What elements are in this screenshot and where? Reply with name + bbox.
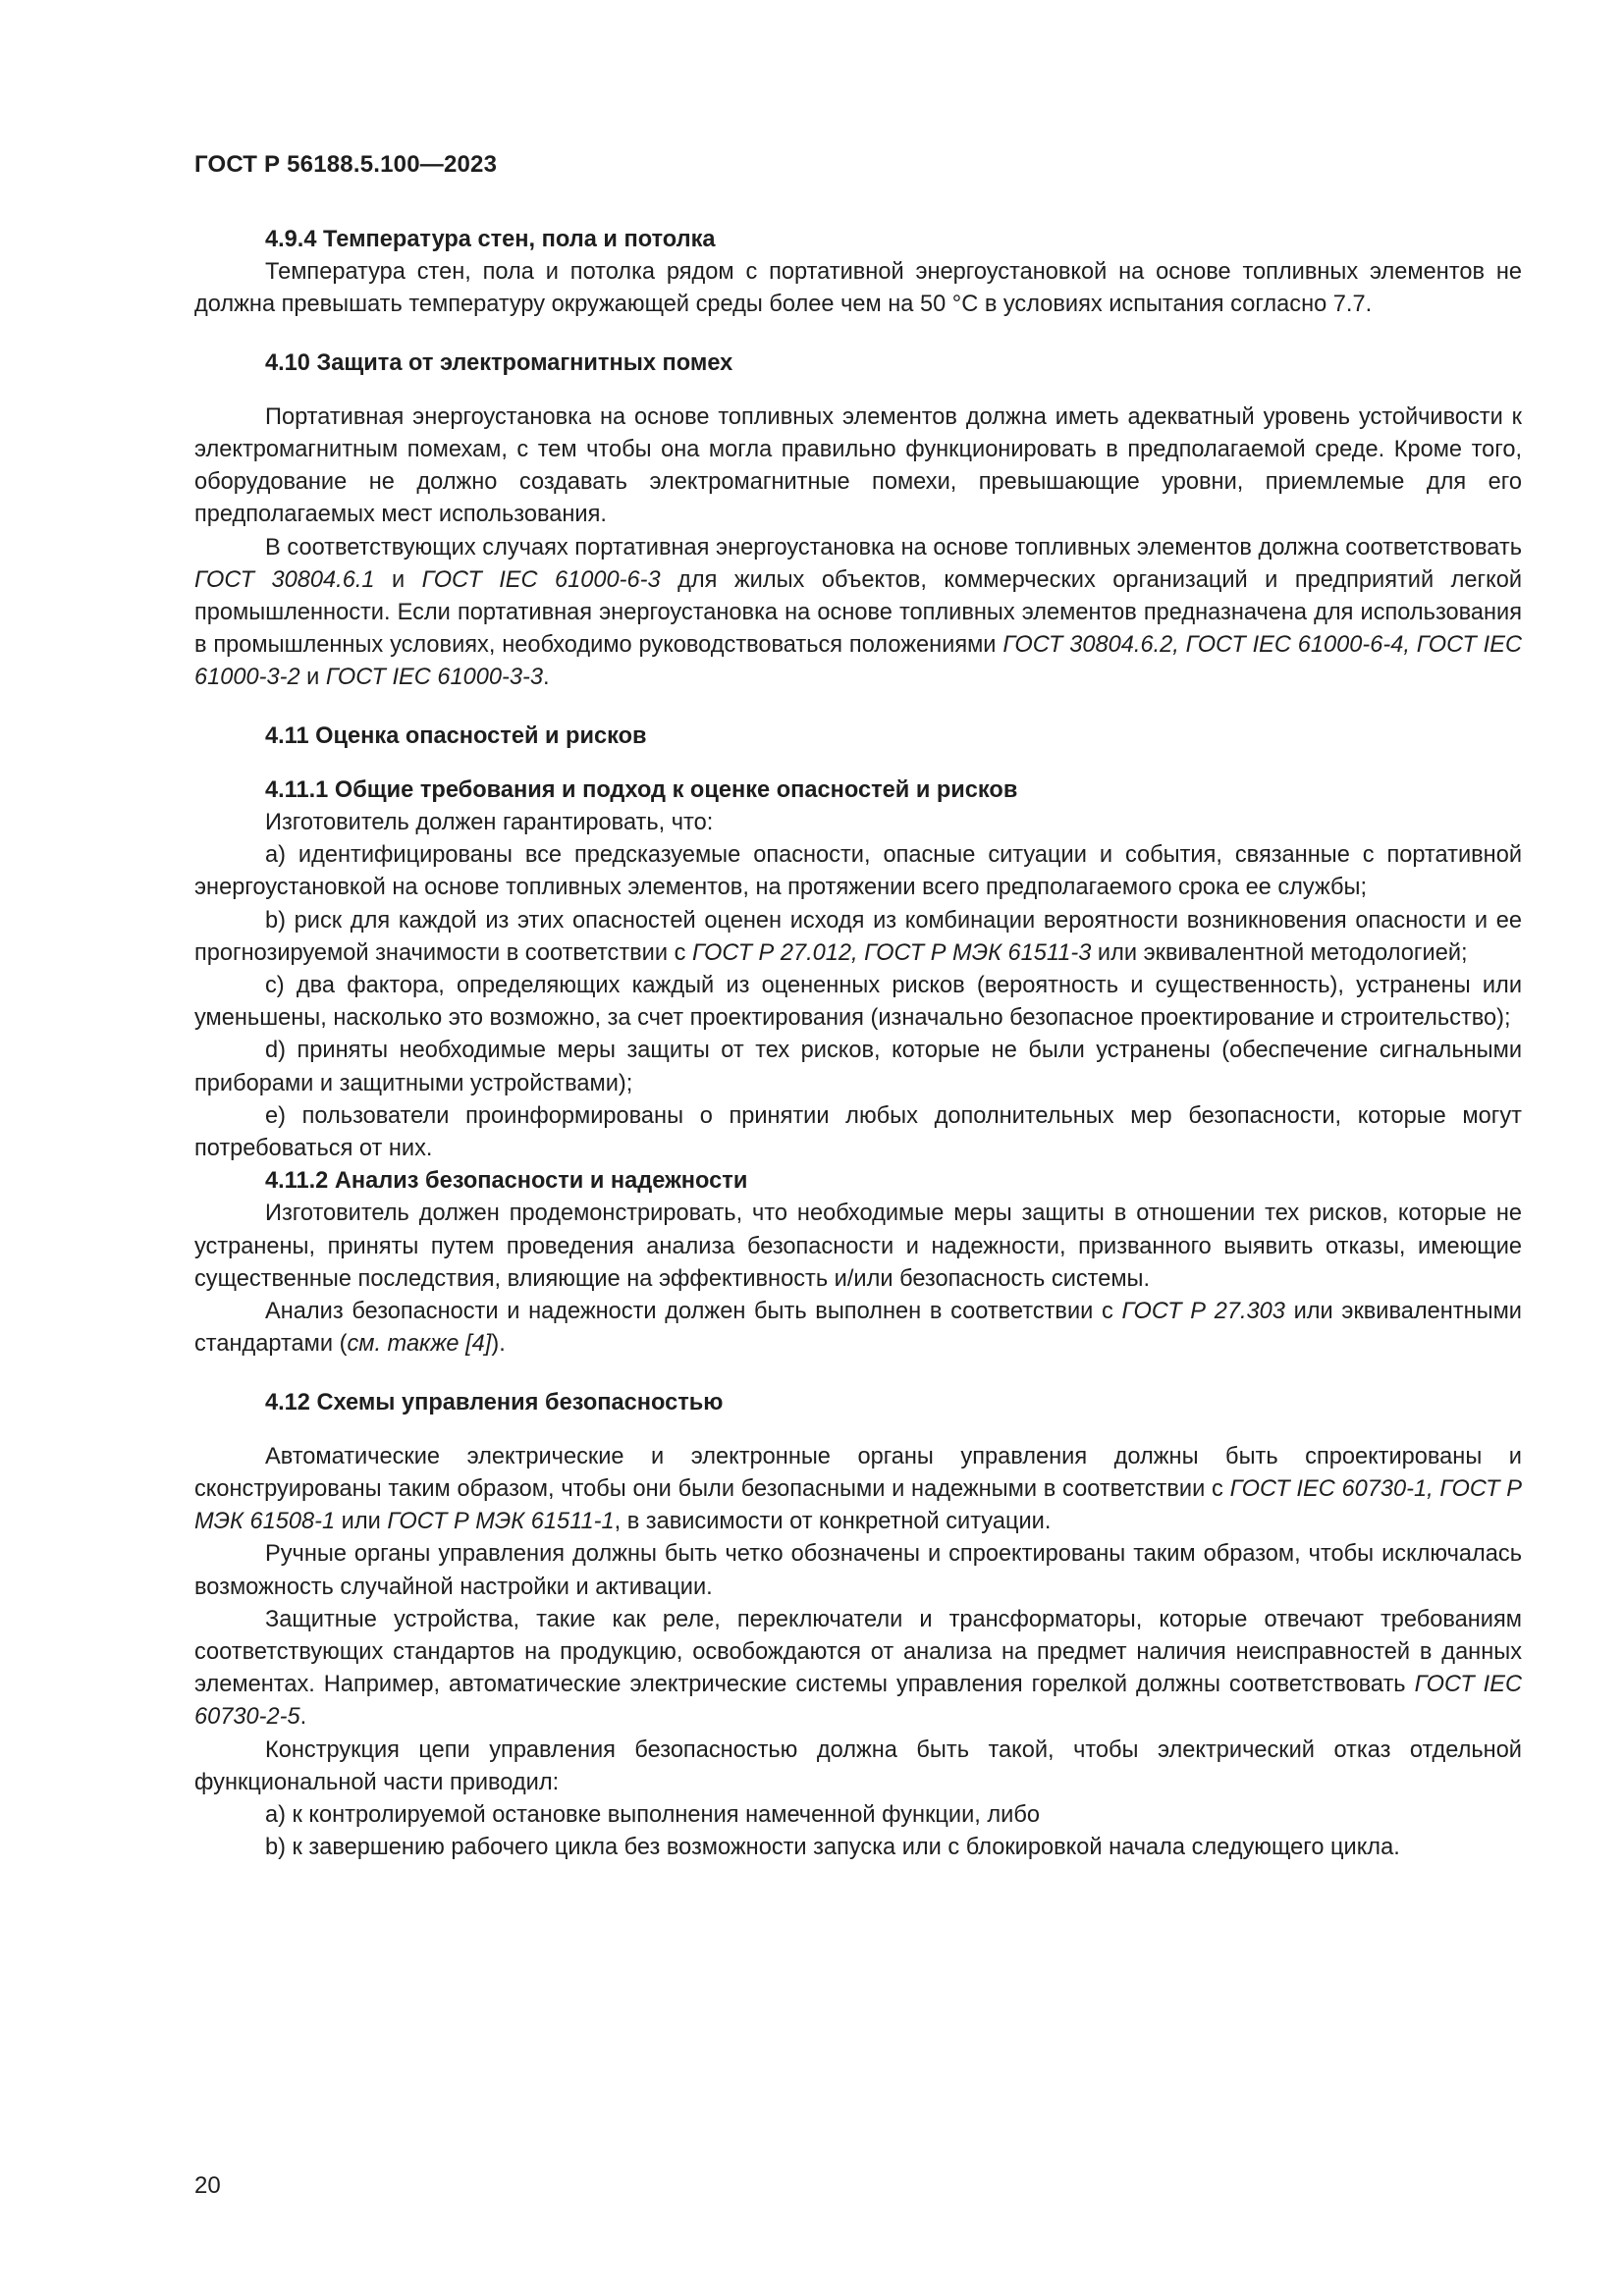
standard-reference: ГОСТ Р 27.303 [1121,1299,1285,1325]
section-4-12-title: 4.12 Схемы управления безопасностью [265,1389,724,1415]
section-4-11-1-title: 4.11.1 Общие требования и подход к оценке опасностей и рисков [265,776,1018,803]
list-item-b: b) к завершению рабочего цикла без возможности запуска или с блокировкой начала следующего цикла. [265,1835,1400,1861]
section-4-11-title: 4.11 Оценка опасностей и рисков [265,722,647,749]
section-4-11-1-intro: Изготовитель должен гарантировать, что: [265,810,714,836]
section-4-10-paragraph-2 [194,532,1522,695]
text-run: или эквивалентной методологией; [1091,939,1468,966]
see-also-reference: см. также [4] [347,1331,492,1358]
list-item-a: a) идентифицированы все предсказуемые опасности, опасные ситуации и события, связанные с портативной энергоустановкой на основе топливных элементов, на протяжении всего предполагаемого срока ее службы; [194,842,1522,901]
section-4-12-paragraph-2: Ручные органы управления должны быть четко обозначены и спроектированы таким образом, чтобы исключалась возможность случайной настройки и активации. [194,1541,1522,1600]
document-body [194,224,1522,1864]
list-item-b [194,905,1522,970]
page-number: 20 [194,2172,221,2199]
standard-reference: ГОСТ IEC 60730-1, ГОСТ Р МЭК 61508-1 [194,1475,1522,1535]
section-4-12-paragraph-3 [194,1604,1522,1735]
section-4-10-title: 4.10 Защита от электромагнитных помех [265,349,733,376]
standard-reference: ГОСТ 30804.6.1 [194,566,375,593]
section-4-10-paragraph-1: Портативная энергоустановка на основе топливных элементов должна иметь адекватный уровень устойчивости к электромагнитным помехам, с тем чтобы она могла правильно функционировать в предполагаемой среде. Кроме того, оборудование не должно создавать электромагнитные помехи, превышающие уровни, приемлемые для его предполагаемых мест использования. [194,403,1522,528]
text-run: и [374,566,422,593]
standard-reference: ГОСТ Р МЭК 61511-1 [387,1509,615,1535]
list-item-e: e) пользователи проинформированы о принятии любых дополнительных мер безопасности, которые могут потребоваться от них. [194,1102,1522,1162]
document-code-header: ГОСТ Р 56188.5.100—2023 [194,151,498,178]
text-run: . [299,1704,307,1731]
text-run: и [299,665,326,691]
standard-reference: ГОСТ IEC 61000-3-3 [325,665,543,691]
section-4-11-2-title: 4.11.2 Анализ безопасности и надежности [265,1168,748,1195]
section-4-12-paragraph-4: Конструкция цепи управления безопасностью должна быть такой, чтобы электрический отказ отдельной функциональной части приводил: [194,1736,1522,1795]
text-run: . [542,665,550,691]
text-run: , в зависимости от конкретной ситуации. [614,1509,1052,1535]
list-item-d: d) приняты необходимые меры защиты от тех рисков, которые не были устранены (обеспечение сигнальными приборами и защитными устройствами); [194,1038,1522,1096]
text-run: для жилых объектов, коммерческих организаций и предприятий легкой промышленности. Если портативная энергоустановка на основе топливных элементов предназначена для использования в промышленных условиях, необходимо руководствоваться положениями [194,566,1522,659]
standard-reference: ГОСТ IEC 60730-2-5 [194,1672,1522,1731]
standard-reference: ГОСТ Р 27.012, ГОСТ Р МЭК 61511-3 [691,939,1092,966]
section-4-11-2-paragraph-2 [194,1296,1522,1361]
text-run: b) риск для каждой из этих опасностей оценен исходя из комбинации вероятности возникновения опасности и ее прогнозируемой значимости в соответствии с [194,907,1522,966]
text-run: Анализ безопасности и надежности должен быть выполнен в соответствии с [265,1299,1122,1325]
text-run: Автоматические электрические и электронные органы управления должны быть спроектированы и сконструированы таким образом, чтобы они были безопасными и надежными в соответствии с [194,1443,1522,1502]
standard-reference: ГОСТ 30804.6.2, ГОСТ IEC 61000-6-4, ГОСТ IEC 61000-3-2 [194,632,1523,691]
text-run: ). [491,1331,506,1358]
list-item-c: c) два фактора, определяющих каждый из оцененных рисков (вероятность и существенность), устранены или уменьшены, насколько это возможно, за счет проектирования (изначально безопасное проектирование и строительство); [194,973,1522,1032]
text-run: Защитные устройства, такие как реле, переключатели и трансформаторы, которые отвечают требованиям соответствующих стандартов на продукцию, освобождаются от анализа на предмет наличия неисправностей в данных элементах. Например, автоматические электрические системы управления горелкой должны соответствовать [194,1606,1522,1698]
section-4-9-4-paragraph: Температура стен, пола и потолка рядом с портативной энергоустановкой на основе топливных элементов не должна превышать температуру окружающей среды более чем на 50 °C в условиях испытания согласно 7.7. [194,259,1522,318]
section-4-12-paragraph-1 [194,1441,1522,1539]
section-4-9-4-title: 4.9.4 Температура стен, пола и потолка [265,227,716,252]
text-run: или [335,1509,388,1535]
section-4-11-2-paragraph-1: Изготовитель должен продемонстрировать, что необходимые меры защиты в отношении тех рисков, которые не устранены, приняты путем проведения анализа безопасности и надежности, призванного выявить отказы, имеющие существенные последствия, влияющие на эффективность и/или безопасность системы. [194,1201,1522,1292]
standard-reference: ГОСТ IEC 61000-6-3 [421,566,661,593]
text-run: или эквивалентными стандартами ( [194,1299,1522,1358]
text-run: В соответствующих случаях портативная энергоустановка на основе топливных элементов должна соответствовать [265,534,1522,561]
list-item-a: a) к контролируемой остановке выполнения намеченной функции, либо [265,1801,1040,1828]
